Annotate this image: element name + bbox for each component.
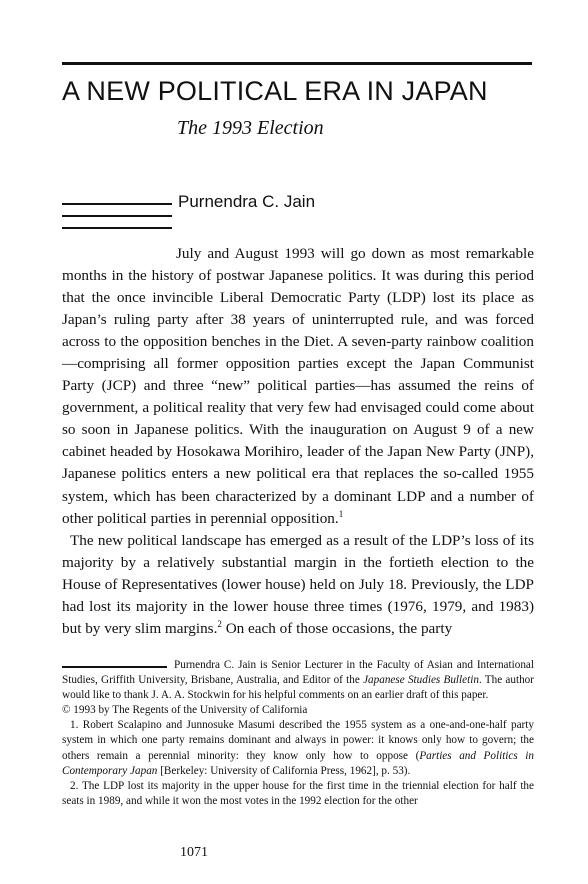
author-bio: [62, 658, 534, 703]
bio-text: . The author would like to thank J. A. A. Stockwin for his helpful comments on an earlier draft of this paper.: [62, 674, 534, 702]
bio-text: Purnendra C. Jain is Senior Lecturer in the Faculty of Asian and International Studies, Griffith University, Brisbane, Australia, and Editor of the: [62, 659, 534, 687]
paragraph-text: The new political landscape has emerged as a result of the LDP’s loss of its majority by a relatively substantial margin in the fortieth election to the House of Representatives (lower house) held on July 18. Previously, the LDP had lost its majority in the lower house three times (1976, 1979, and 1983) but by very slim margins.: [62, 531, 534, 637]
book-title: Parties and Politics in Contemporary Japan: [62, 749, 535, 777]
footnote-text: [Berkeley: University of California Press, 1962], p. 53).: [157, 764, 411, 777]
footnote-marker: 2: [217, 618, 222, 629]
author-name: Purnendra C. Jain: [178, 192, 316, 211]
footnote-1: [62, 718, 534, 778]
footnote-marker: 1: [338, 508, 344, 519]
article-title: A NEW POLITICAL ERA IN JAPAN: [62, 76, 488, 106]
footnote-2: 2. The LDP lost its majority in the upper house for the first time in the triennial election for half the seats in 1989, and while it won the most votes in the 1992 election for the other: [62, 779, 534, 807]
paragraph: [62, 530, 534, 640]
footnote-text: 1. Robert Scalapino and Junnosuke Masumi described the 1955 system as a one-and-one-half party system in which one party remains dominant and always in power: it knows only how to govern; the others remain a perennial minority: they know only how to oppose (: [62, 719, 534, 762]
top-rule: [62, 62, 532, 65]
copyright-notice: © 1993 by The Regents of the University of California: [62, 704, 308, 717]
journal-title: Japanese Studies Bulletin: [363, 674, 479, 687]
author-rule: [62, 215, 172, 217]
paragraph-text: July and August 1993 will go down as most remarkable months in the history of postwar Japanese politics. It was during this period that the once invincible Liberal Democratic Party (LDP) lost its place as Japan’s ruling party after 38 years of uninterrupted rule, and was forced across to the opposition benches in the Diet. A seven-party rainbow coalition—comprising all former opposition parties except the Japan Communist Party (JCP) and three “new” political parties—has assumed the reins of government, a political reality that very few had envisaged could come about so soon in Japanese politics. With the inauguration on August 9 of a new cabinet headed by Hosokawa Morihiro, leader of the Japan New Party (JNP), Japanese politics enters a new political era that replaces the so-called 1955 system, which has been characterized by a dominant LDP and a number of other political parties in perennial opposition.: [62, 245, 534, 527]
page-number: 1071: [180, 845, 208, 860]
footnotes: [62, 658, 534, 809]
article-subtitle: The 1993 Election: [177, 117, 324, 139]
author-rule: [62, 203, 172, 205]
author-rule: [62, 227, 172, 229]
article-body: [62, 243, 534, 640]
paragraph: [62, 243, 534, 530]
paragraph-text: On each of those occasions, the party: [221, 619, 453, 637]
